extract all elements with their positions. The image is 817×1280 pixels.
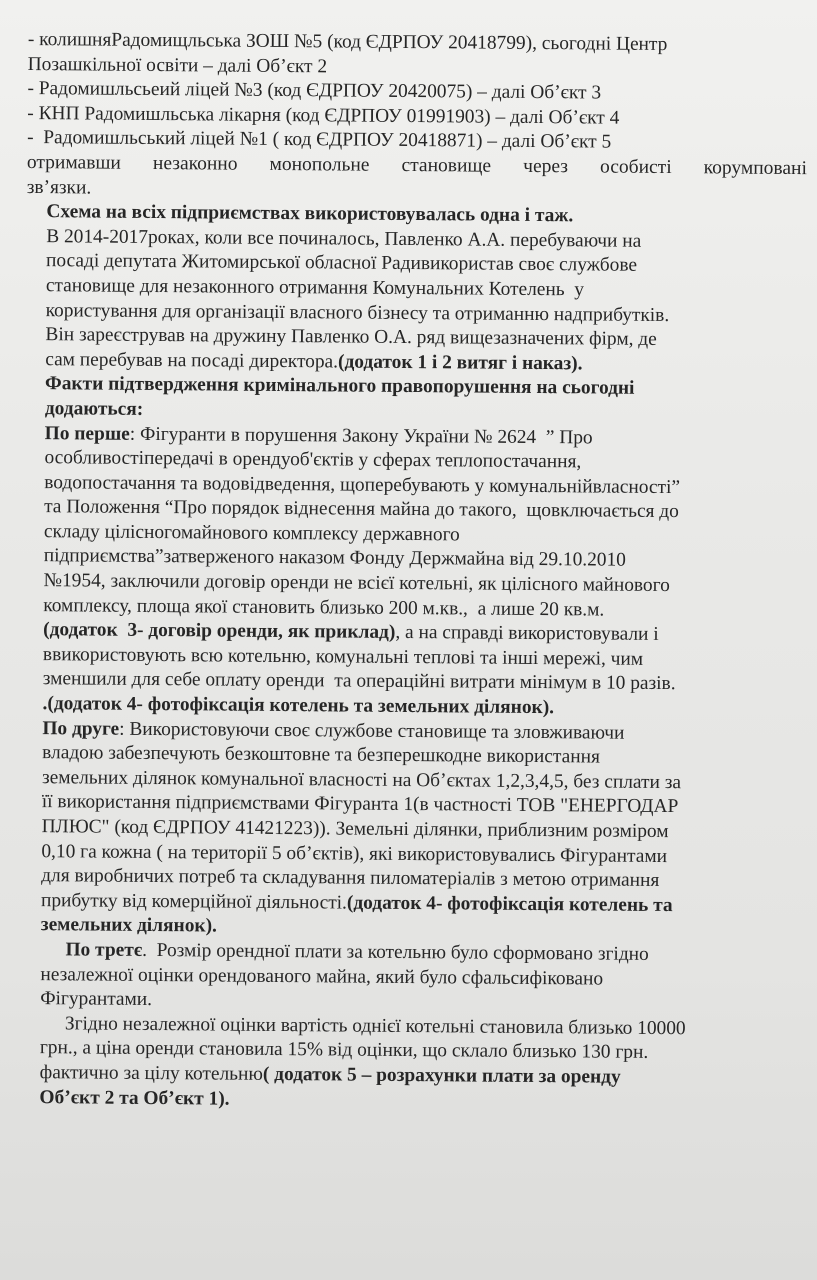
appendix-reference: .(додаток 4- фотофіксація котелень та земельних ділянок).	[42, 693, 555, 719]
text-line: підприємства”затверженого наказом Фонду Держмайна від 29.10.2010	[43, 545, 627, 572]
point-label: По перше	[44, 422, 130, 445]
section-heading: Факти підтвердження кримінального правопорушення на сьогодні	[45, 373, 635, 400]
text-line: становище для незаконного отримання Комунальних Котелень у	[45, 275, 585, 301]
text-line: По друге: Використовуючи своє службове становище та зловживаючи	[42, 717, 625, 744]
section-heading: додаються:	[44, 398, 144, 420]
text-line: земельних ділянок комунальної власності на Об’єктах 1,2,3,4,5, без сплати за	[41, 766, 682, 793]
text-line: отримавши незаконно монопольне становище через особисті корумповані	[26, 151, 808, 180]
text-line: сам перебував на посаді директора.(додаток 1 і 2 витяг і наказ).	[45, 348, 583, 375]
text-line: По третє. Розмір орендної плати за котельню було сформовано згідно	[65, 939, 649, 965]
text-line: зменшили для себе оплату оренди та операційні витрати мінімум в 10 разів.	[42, 668, 676, 695]
point-label: По третє	[65, 939, 143, 961]
text-line: - колишняРадомищльська ЗОШ №5 (код ЄДРПОУ 20418799), сьогодні Центр	[27, 28, 668, 56]
text-line: для виробничих потреб та складування пиломатеріалів з метою отримання	[41, 865, 660, 892]
text-line: В 2014-2017роках, коли все починалось, Павленко А.А. перебуваючи на	[46, 225, 642, 252]
text-line: її використання підприємствами Фігуранта 1(в частності ТОВ "ЕНЕРГОДАР	[41, 791, 679, 818]
text-line: та Положення “Про порядок віднесення майна до такого, щовключається до	[44, 496, 679, 523]
text-line: особливостіпередачі в орендуоб'єктів у сферах теплопостачання,	[44, 447, 582, 473]
text-line: водопостачання та водовідведення, щоперебувають у комунальнійвласності”	[44, 471, 681, 498]
text-line: Фігурантами.	[40, 988, 153, 1011]
text-line: 0,10 га кожна ( на території 5 об’єктів), які використовувались Фігурантами	[41, 840, 668, 867]
text-line: - КНП Радомишльська лікарня (код ЄДРПОУ 01991903) – далі Об’єкт 4	[27, 102, 620, 129]
section-heading: Схема на всіх підприємствах використовувалась одна і таж.	[46, 201, 574, 227]
text-line: комплексу, площа якої становить близько 200 м.кв., а лише 20 кв.м.	[43, 594, 605, 621]
text-line: складу цілісногомайнового комплексу державного	[43, 521, 460, 546]
text-line: владою забезпечують безкоштовне та безперешкодне використання	[42, 742, 601, 768]
text-line: грн., а ціна оренди становила 15% від оцінки, що склало близько 130 грн.	[39, 1037, 649, 1064]
text-line: посаді депутата Житомирської обласної Радивикористав своє службове	[45, 250, 638, 277]
text-line: зв’язки.	[26, 176, 92, 199]
text-line: - Радомишльський ліцей №1 ( код ЄДРПОУ 20418871) – далі Об’єкт 5	[27, 127, 612, 153]
appendix-reference: (додаток 1 і 2 витяг і наказ).	[337, 351, 583, 375]
text-line: прибутку від комерційної діяльності.(додаток 4- фотофіксація котелень та	[40, 889, 673, 916]
appendix-reference: (додаток 4- фотофіксація котелень та	[346, 892, 673, 916]
text-line: - Радомишльсьеий ліцей №3 (код ЄДРПОУ 20420075) – далі Об’єкт 3	[27, 78, 602, 104]
text-line: Згідно незалежної оцінки вартість однієї котельні становила близько 10000	[64, 1013, 686, 1039]
point-label: По друге	[42, 717, 120, 740]
document-body	[20, 28, 808, 1116]
text-line: Він зареєстрував на дружину Павленко О.А. ряд вищезазначених фірм, де	[45, 324, 657, 351]
text-line: По перше: Фігуранти в порушення Закону України № 2624 ” Про	[44, 422, 593, 448]
text-line: №1954, заключили договір оренди не всієї котельні, як цілісного майнового	[43, 570, 670, 597]
text-line: незалежної оцінки орендованого майна, який було сфальсифіковано	[40, 963, 604, 990]
text-line: (додаток 3- договір оренди, як приклад), а на справді використовували і	[43, 619, 659, 646]
appendix-reference: Об’єкт 2 та Об’єкт 1).	[39, 1086, 230, 1110]
text-line: користування для організації власного бізнесу та отриманню надприбутків.	[45, 299, 670, 326]
appendix-reference: ( додаток 5 – розрахунки плати за оренду	[262, 1063, 621, 1088]
text-line: фактично за цілу котельню( додаток 5 – розрахунки плати за оренду	[39, 1062, 621, 1088]
text-line: ПЛЮС" (код ЄДРПОУ 41421223)). Земельні ділянки, приблизним розміром	[41, 816, 669, 843]
text-line: Позашкільної освіти – далі Об’єкт 2	[27, 53, 328, 77]
text-line: ввикористовують всю котельню, комунальні теплові та інші мережі, чим	[42, 643, 644, 670]
appendix-reference: (додаток 3- договір оренди, як приклад)	[43, 619, 396, 644]
appendix-reference: земельних ділянок).	[40, 914, 217, 937]
